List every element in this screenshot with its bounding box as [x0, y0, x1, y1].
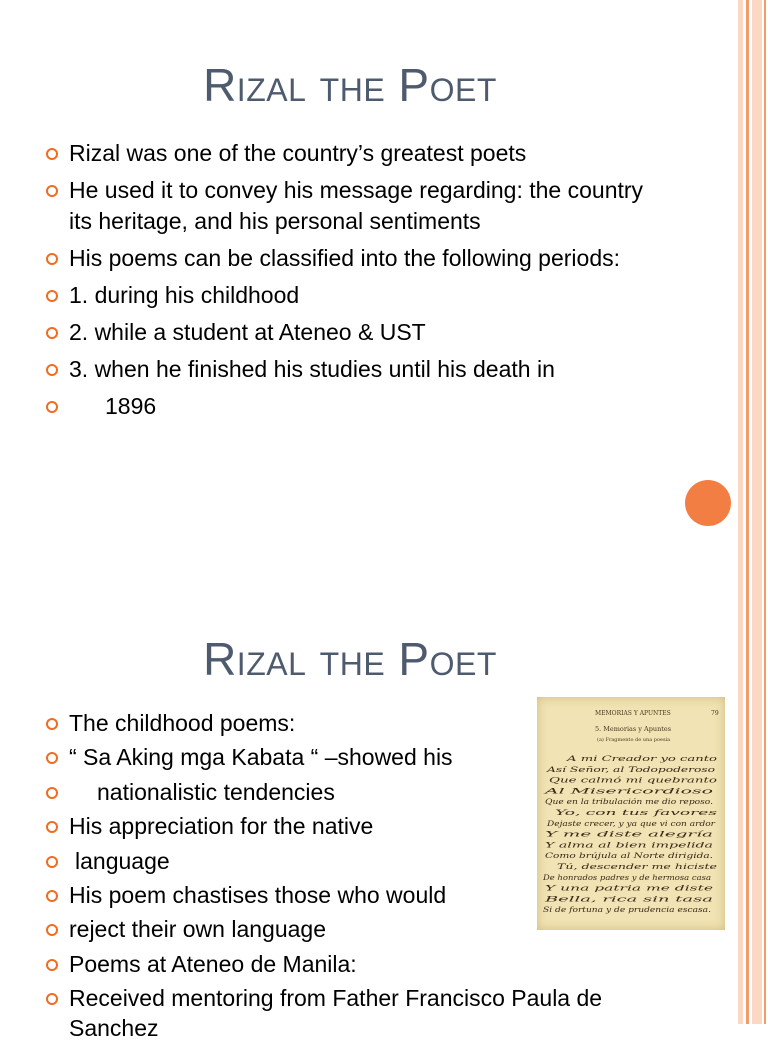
slide-1-title: Rizal the Poet: [203, 59, 497, 111]
manuscript-handwritten-line: Así Señor, al Todopoderoso: [545, 764, 717, 774]
slide-1-bullet-list: [46, 138, 646, 428]
manuscript-handwritten-line: Y me diste alegría: [545, 829, 713, 839]
bullet-circle-icon: [46, 148, 58, 160]
bullet-item: 2. while a student at Ateneo & UST: [46, 317, 646, 348]
bullet-item: The childhood poems:: [46, 708, 646, 738]
bullet-circle-icon: [46, 364, 58, 376]
bullet-item: language: [46, 846, 646, 876]
bullet-circle-icon: [46, 401, 58, 413]
bullet-circle-icon: [46, 752, 58, 764]
manuscript-image: [537, 697, 725, 930]
bullet-circle-icon: [46, 856, 58, 868]
bullet-item: Rizal was one of the country’s greatest poets: [46, 138, 646, 169]
bullet-circle-icon: [46, 890, 58, 902]
manuscript-handwritten-line: Yo, con tus favores: [555, 808, 718, 817]
bullet-item: Poems at Ateneo de Manila:: [46, 949, 646, 979]
manuscript-handwritten-line: Al Misericordioso: [542, 786, 715, 796]
manuscript-svg: [537, 697, 725, 930]
bullet-circle-icon: [46, 959, 58, 971]
bullet-circle-icon: [46, 290, 58, 302]
manuscript-handwritten-line: Dejaste crecer, y ya que vi con ardor: [545, 818, 716, 828]
manuscript-handwritten-line: Que calmó mi quebranto: [549, 775, 719, 785]
bullet-item: He used it to convey his message regarding: the country its heritage, and his personal sentiments: [46, 175, 646, 237]
manuscript-handwritten-line: Como brújula al Norte dirigida.: [545, 851, 713, 861]
manuscript-page-number: 79: [711, 710, 719, 717]
bullet-item: nationalistic tendencies: [46, 777, 646, 807]
slide-2-title: Rizal the Poet: [203, 633, 497, 685]
manuscript-handwritten-line: Bella, rica sin tasa: [542, 894, 713, 904]
manuscript-handwritten-line: De honrados padres y de hermosa casa: [541, 872, 711, 882]
manuscript-handwritten-line: Y una patria me diste: [545, 883, 713, 893]
slide-edge-stripes: [736, 0, 768, 1024]
handwritten-lines: [542, 754, 718, 914]
manuscript-handwritten-line: Y alma al bien impelida: [545, 840, 713, 850]
bullet-item: His poem chastises those who would: [46, 880, 646, 910]
bullet-circle-icon: [46, 924, 58, 936]
bullet-circle-icon: [46, 253, 58, 265]
manuscript-subtitle: 5. Memorias y Apuntes: [595, 725, 672, 733]
bullet-circle-icon: [46, 821, 58, 833]
manuscript-handwritten-line: A mi Creador yo canto: [565, 754, 719, 763]
bullet-circle-icon: [46, 327, 58, 339]
bullet-item: His appreciation for the native: [46, 811, 646, 841]
slide-1: [0, 0, 730, 512]
bullet-item: “ Sa Aking mga Kabata “ –showed his: [46, 742, 646, 772]
slide-2: [0, 512, 730, 1042]
bullet-circle-icon: [46, 787, 58, 799]
manuscript-header: MEMORIAS Y APUNTES: [595, 710, 671, 717]
bullet-item: reject their own language: [46, 914, 646, 944]
bullet-item: 3. when he finished his studies until his death in: [46, 354, 646, 385]
manuscript-caption: (a) Fragmento de una poesía: [597, 737, 671, 743]
bullet-circle-icon: [46, 718, 58, 730]
bullet-item: His poems can be classified into the following periods:: [46, 243, 646, 274]
bullet-circle-icon: [46, 185, 58, 197]
bullet-item: 1896: [46, 391, 646, 422]
bullet-item: Received mentoring from Father Francisco Paula de Sanchez: [46, 983, 646, 1043]
manuscript-handwritten-line: Si de fortuna y de prudencia escasa.: [543, 905, 711, 915]
bullet-circle-icon: [46, 993, 58, 1005]
manuscript-handwritten-line: Tú, descender me hiciste: [557, 862, 717, 871]
manuscript-handwritten-line: Que en la tribulación me dio reposo.: [545, 797, 713, 807]
bullet-item: 1. during his childhood: [46, 280, 646, 311]
